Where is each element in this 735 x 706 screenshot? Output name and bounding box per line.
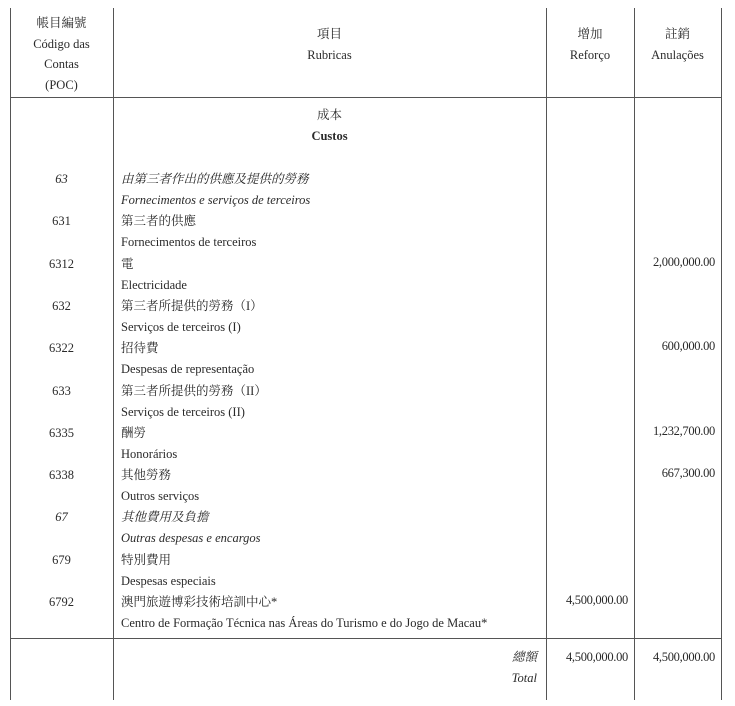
row-code: 679 — [52, 552, 71, 567]
row-label-pt: Despesas especiais — [121, 573, 216, 588]
row-label-pt: Fornecimentos e serviços de terceiros — [121, 193, 311, 207]
row-code: 6335 — [49, 425, 74, 440]
total-cancellation: 4,500,000.00 — [652, 650, 715, 664]
row-code: 6312 — [49, 256, 74, 271]
row-label-zh: 第三者的供應 — [121, 214, 197, 229]
total-separator — [10, 638, 722, 639]
header-reinforcement — [546, 24, 634, 65]
header-cancellation — [634, 24, 721, 65]
row-cancellation: 1,232,700.00 — [652, 423, 715, 438]
row-label-zh: 其他費用及負擔 — [121, 510, 209, 525]
header-code-pt3: (POC) — [45, 77, 78, 92]
header-cancellation-zh: 註銷 — [664, 27, 690, 41]
row-label-zh: 酬勞 — [121, 425, 147, 440]
row-label-zh: 第三者所提供的勞務（I） — [121, 298, 263, 313]
row-label-pt: Centro de Formação Técnica nas Áreas do Turismo e do Jogo de Macau* — [121, 616, 488, 630]
row-label-pt: Electricidade — [121, 277, 187, 292]
header-cancellation-pt: Anulações — [651, 47, 704, 62]
header-code-zh: 帳目編號 — [36, 16, 87, 30]
row-label-zh: 澳門旅遊博彩技術培訓中心* — [121, 595, 278, 609]
row-code: 632 — [52, 298, 71, 313]
row-label-zh: 其他勞務 — [121, 468, 172, 483]
row-code: 6338 — [49, 468, 74, 483]
header-rubric-zh: 項目 — [316, 27, 342, 41]
header-reinforcement-zh: 增加 — [577, 27, 603, 41]
header-code-pt2: Contas — [44, 57, 79, 71]
row-code: 633 — [52, 383, 71, 398]
row-label-pt: Outros serviços — [121, 489, 200, 504]
row-code: 631 — [52, 214, 71, 229]
row-label-pt: Despesas de representação — [121, 362, 255, 377]
header-reinforcement-pt: Reforço — [569, 47, 611, 62]
header-separator — [10, 97, 722, 98]
row-code: 6322 — [49, 341, 74, 356]
total-label-zh: 總額 — [511, 650, 537, 664]
row-label-zh: 招待費 — [121, 341, 159, 356]
table-border-right — [721, 8, 722, 700]
row-label-pt: Serviços de terceiros (II) — [121, 404, 245, 419]
row-code: 6792 — [49, 595, 74, 609]
row-label-zh: 第三者所提供的勞務（II） — [121, 383, 267, 398]
row-code: 63 — [55, 172, 68, 186]
row-label-pt: Honorários — [121, 446, 178, 461]
row-cancellation: 2,000,000.00 — [652, 254, 715, 269]
row-cancellation: 667,300.00 — [661, 466, 715, 481]
row-label-zh: 電 — [121, 256, 134, 271]
header-code — [10, 13, 113, 95]
row-label-zh: 特別費用 — [121, 552, 172, 567]
row-reinforcement: 4,500,000.00 — [565, 593, 628, 607]
section-title-pt: Custos — [311, 129, 348, 143]
header-rubric-pt: Rubricas — [307, 47, 352, 62]
row-label-pt: Outras despesas e encargos — [121, 531, 261, 546]
row-cancellation: 600,000.00 — [661, 339, 715, 354]
row-label-pt: Serviços de terceiros (I) — [121, 319, 241, 334]
row-code: 67 — [55, 510, 68, 525]
row-label-pt: Fornecimentos de terceiros — [121, 235, 257, 250]
total-reinforcement: 4,500,000.00 — [565, 650, 628, 664]
header-rubric — [113, 24, 546, 65]
row-label-zh: 由第三者作出的供應及提供的勞務 — [121, 172, 309, 186]
header-code-pt1: Código das — [33, 36, 90, 51]
total-label-pt: Total — [511, 671, 537, 685]
section-title-zh: 成本 — [316, 108, 342, 122]
